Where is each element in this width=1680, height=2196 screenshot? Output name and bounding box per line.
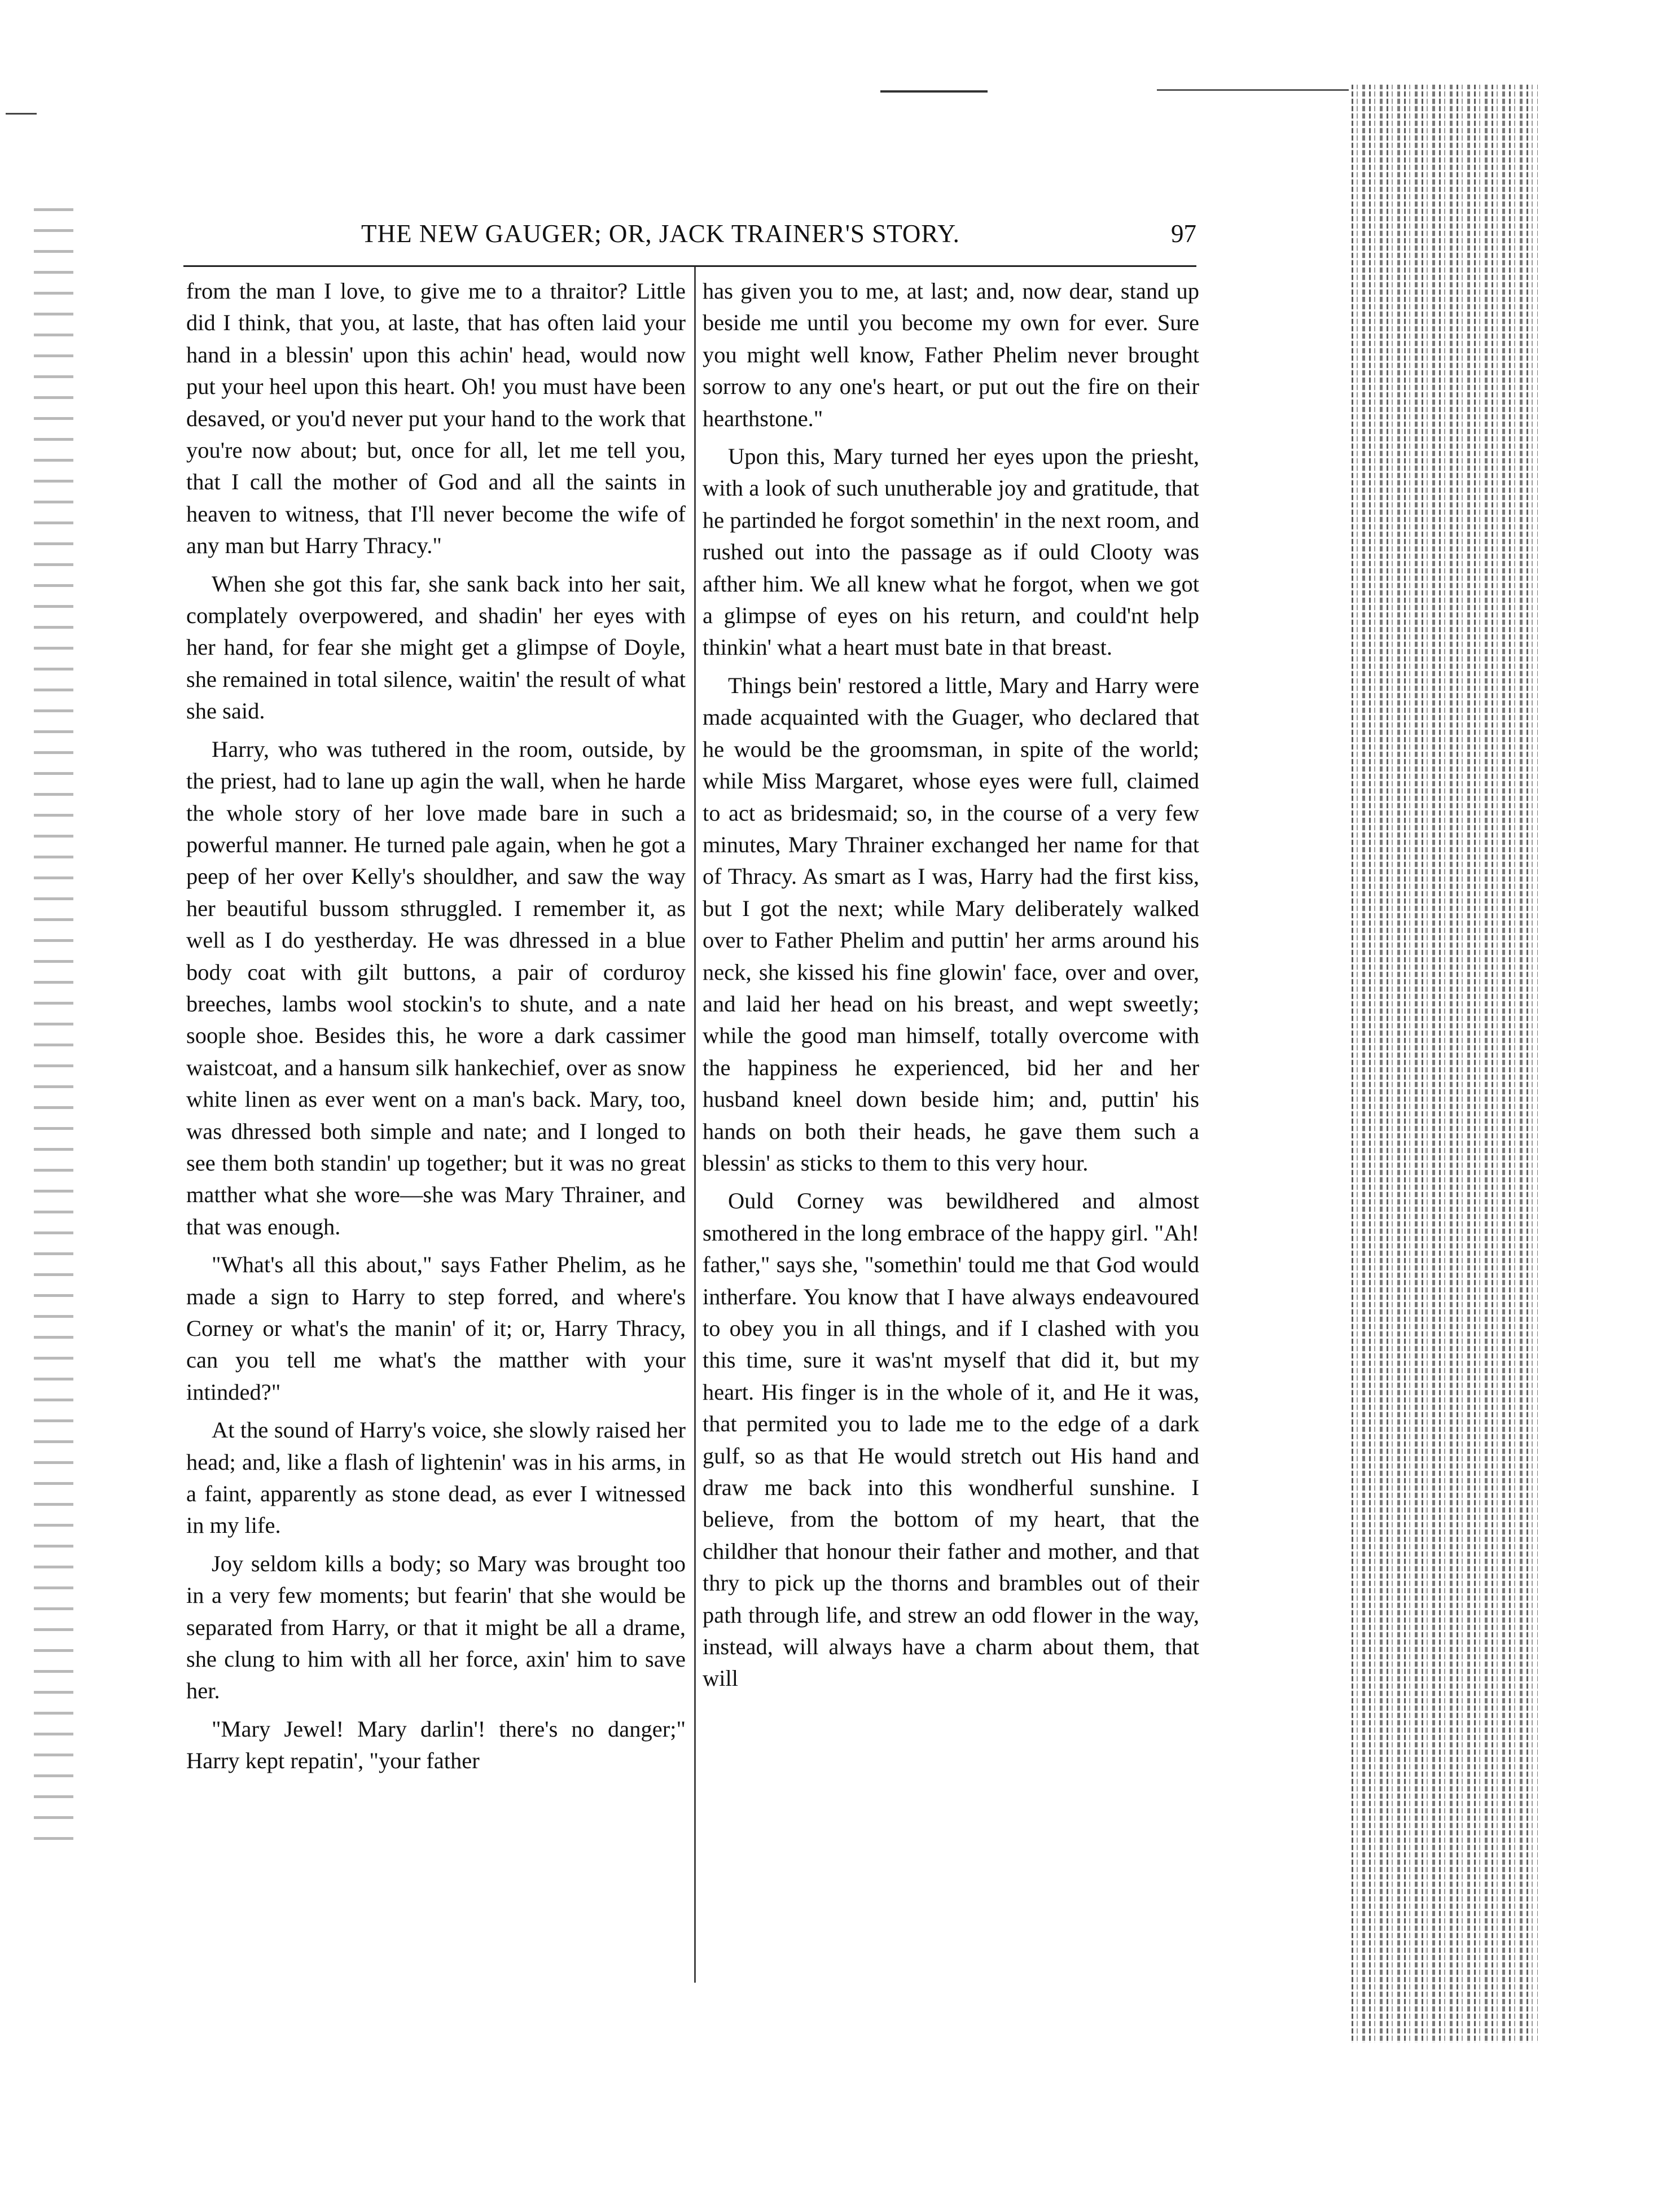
running-title: THE NEW GAUGER; OR, JACK TRAINER'S STORY. xyxy=(361,220,960,248)
page-number: 97 xyxy=(1171,220,1196,248)
binding-edge-artifact xyxy=(1352,85,1538,2043)
paragraph: "What's all this about," says Father Phelim, as he made a sign to Harry to step forred, and where's Corney or what's the manin' of it; or, Harry Thracy, can you tell me what's the matther with your intinded?" xyxy=(186,1252,686,1405)
column-divider xyxy=(694,267,696,1983)
running-head xyxy=(361,219,1196,258)
paragraph: "Mary Jewel! Mary darlin'! there's no danger;" Harry kept repatin', "your father xyxy=(186,1716,686,1774)
left-margin-specks xyxy=(34,203,73,1840)
paragraph: Things bein' restored a little, Mary and Harry were made acquainted with the Guager, who declared that he would be the groomsman, in spite of the world; while Miss Margaret, whose eyes were full, claimed to act as bridesmaid; so, in the course of a very few minutes, Mary Thrainer exchanged her name for that of Thracy. As smart as I was, Harry had the first kiss, but I got the next; while Mary deliberately walked over to Father Phelim and puttin' her arms around his neck, she kissed his fine glowin' face, over and over, and laid her head on his breast, and wept sweetly; while the good man himself, totally overcome with the happiness he experienced, bid her and her husband kneel down beside him; and, puttin' his hands on both their heads, he gave them such a blessin' as sticks to them to this very hour. xyxy=(703,672,1199,1176)
scan-mark xyxy=(6,113,37,115)
header-rule xyxy=(183,265,1196,267)
paragraph: Harry, who was tuthered in the room, outside, by the priest, had to lane up agin the wall, when he harde the whole story of her love made bare in such a powerful manner. He turned pale again, when he got a peep of her over Kelly's shouldher, and saw the way her beautiful bussom sthruggled. I remember it, as well as I do yestherday. He was dhressed in a blue body coat with gilt buttons, a pair of corduroy breeches, lambs wool stockin's to shute, and a nate soople shoe. Besides this, he wore a dark cassimer waistcoat, and a hansum silk hankechief, over as snow white linen as ever went on a man's back. Mary, too, was dhressed both simple and nate; and I longed to see them both standin' up together; but it was no great matther what she wore—she was Mary Thrainer, and that was enough. xyxy=(186,736,686,1239)
left-column xyxy=(186,275,686,1783)
paragraph: Joy seldom kills a body; so Mary was brought too in a very few moments; but fearin' that she would be separated from Harry, or that it might be all a drame, she clung to him with all her force, axin' him to save her. xyxy=(186,1550,686,1704)
paragraph: from the man I love, to give me to a thraitor? Little did I think, that you, at laste, that has often laid your hand in a blessin' upon this achin' head, would now put your heel upon this heart. Oh! you must have been desaved, or you'd never put your hand to the work that you're now about; but, once for all, let me tell you, that I call the mother of God and all the saints in heaven to witness, that I'll never become the wife of any man but Harry Thracy." xyxy=(186,278,686,559)
paragraph: has given you to me, at last; and, now dear, stand up beside me until you become my own for ever. Sure you might well know, Father Phelim never brought sorrow to any one's heart, or put out the fire on their hearthstone." xyxy=(703,278,1199,431)
paragraph: Upon this, Mary turned her eyes upon the priesht, with a look of such unutherable joy and gratitude, that he partinded he forgot somethin' in the next room, and rushed out into the passage as if ould Clooty was afther him. We all knew what he forgot, when we got a glimpse of eyes on his return, and could'nt help thinkin' what a heart must bate in that breast. xyxy=(703,444,1199,660)
scan-smudge xyxy=(1157,89,1349,91)
right-column xyxy=(703,275,1199,1701)
scan-smudge xyxy=(880,90,988,93)
paragraph: When she got this far, she sank back into her sait, complately overpowered, and shadin' her eyes with her hand, for fear she might get a glimpse of Doyle, she remained in total silence, waitin' the result of what she said. xyxy=(186,571,686,724)
paragraph: At the sound of Harry's voice, she slowly raised her head; and, like a flash of lightenin' was in his arms, in a faint, apparently as stone dead, as ever I witnessed in my life. xyxy=(186,1417,686,1538)
paragraph: Ould Corney was bewildhered and almost smothered in the long embrace of the happy girl. "Ah! father," says she, "somethin' tould me that God would intherfare. You know that I have always endeavoured to obey you in all things, and if I clashed with you this time, sure it was'nt myself that did it, but my heart. His finger is in the whole of it, and He it was, that permited you to lade me to the edge of a dark gulf, so as that He would stretch out His hand and draw me back into this wondherful sunshine. I believe, from the bottom of my heart, that the childher that honour their father and mother, and that thry to pick up the thorns and brambles out of their path through life, and strew an odd flower in the way, instead, will always have a charm about them, that will xyxy=(703,1188,1199,1691)
